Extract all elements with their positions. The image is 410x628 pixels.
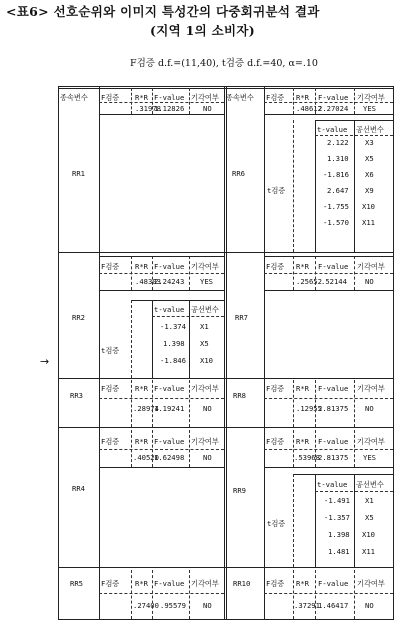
reject-header: 기각여부 <box>191 579 219 588</box>
cell-divider <box>152 300 153 378</box>
rr2-r2: .48303 <box>135 277 161 286</box>
f-test-header: F검증 <box>266 262 285 271</box>
cell-divider <box>189 380 190 427</box>
rr2-x-2: X5 <box>200 339 209 348</box>
rr7-r2: .25652 <box>296 277 322 286</box>
row-separator <box>58 427 394 428</box>
r2-header: R*R <box>296 579 309 588</box>
cell-divider <box>293 88 294 114</box>
rr2-t-3: -1.846 <box>160 356 186 365</box>
rr5-f-value: .95579 <box>160 601 186 610</box>
subtable-rule <box>264 256 393 257</box>
rr2-x-1: X1 <box>200 322 209 331</box>
rr1-r2: .31978 <box>135 104 161 113</box>
rr2-label: RR2 <box>72 313 85 322</box>
table-subtitle: (지역 1의 소비자) <box>150 23 255 38</box>
subtable-rule <box>99 290 224 291</box>
test-conditions: F검증 d.f.=(11,40), t검증 d.f.=40, α=.10 <box>130 58 318 69</box>
rr9-t-1: -1.491 <box>324 496 350 505</box>
rr6-t-3: -1.816 <box>323 170 349 179</box>
cell-divider <box>354 570 355 619</box>
rr4-label: RR4 <box>72 484 85 493</box>
rr6-label: RR6 <box>232 169 245 178</box>
rr10-reject: NO <box>365 601 374 610</box>
reject-header: 기각여부 <box>357 262 385 271</box>
cell-divider <box>293 120 294 252</box>
rr6-t-6: -1.570 <box>323 218 349 227</box>
r2-header: R*R <box>135 93 148 102</box>
rr10-label: RR10 <box>233 579 251 588</box>
rr5-reject: NO <box>203 601 212 610</box>
cell-divider <box>315 474 316 567</box>
rr8-r2: .12955 <box>296 404 322 413</box>
rr3-reject: NO <box>203 404 212 413</box>
subtable-rule <box>99 256 224 257</box>
rr7-reject: NO <box>365 277 374 286</box>
f-test-header: F검증 <box>101 262 120 271</box>
cell-divider <box>131 300 132 378</box>
rr7-f-value: .52144 <box>321 277 347 286</box>
rr8-label: RR8 <box>233 391 246 400</box>
r2-header: R*R <box>135 579 148 588</box>
f-test-header: F검증 <box>101 384 120 393</box>
header-rule <box>264 593 393 594</box>
rr9-x-3: X10 <box>362 530 375 539</box>
reject-header: 기각여부 <box>357 384 385 393</box>
subtable-rule <box>99 467 224 468</box>
rr1-label: RR1 <box>72 169 85 178</box>
rr9-t-test-label: t검증 <box>267 519 286 528</box>
cell-divider <box>354 474 355 567</box>
f-value-header: F-value <box>318 262 349 271</box>
rr3-label: RR3 <box>70 391 83 400</box>
rr10-r2: .37291 <box>294 601 320 610</box>
cell-divider <box>315 570 316 619</box>
rr5-label: RR5 <box>70 579 83 588</box>
explanatory-header: 공선변수 <box>356 480 384 489</box>
rr6-f-value: 2.27024 <box>318 104 349 113</box>
reject-header: 기각여부 <box>357 437 385 446</box>
rr8-f-value: 2.81375 <box>318 404 349 413</box>
f-value-header: F-value <box>154 437 185 446</box>
rr2-reject: YES <box>200 277 213 286</box>
table-center-divider <box>224 86 227 619</box>
f-value-header: F-value <box>154 262 185 271</box>
rr6-x-4: X9 <box>365 186 374 195</box>
subtable-rule <box>264 290 393 291</box>
header-rule <box>99 102 224 103</box>
rr3-r2: .28974 <box>133 404 159 413</box>
cell-divider <box>189 88 190 114</box>
cell-divider <box>131 380 132 427</box>
r2-header: R*R <box>296 262 309 271</box>
subtable-rule <box>293 474 393 475</box>
rr5-r2: .27400 <box>133 601 159 610</box>
rr6-t-4: 2.647 <box>327 186 349 195</box>
table-right-border <box>393 86 394 619</box>
rr6-t-2: 1.310 <box>327 154 349 163</box>
cell-divider <box>152 88 153 114</box>
cell-divider <box>354 88 355 114</box>
subtable-rule <box>315 120 393 121</box>
header-rule <box>99 449 224 450</box>
left-depvar-divider <box>99 86 100 619</box>
rr7-label: RR7 <box>235 313 248 322</box>
rr4-reject: NO <box>203 453 212 462</box>
row-separator <box>58 567 394 568</box>
f-value-header: F-value <box>318 93 349 102</box>
cell-divider <box>315 88 316 114</box>
r2-header: R*R <box>296 384 309 393</box>
header-rule <box>264 398 393 399</box>
rr4-f-value: 1.62498 <box>154 453 185 462</box>
header-rule <box>264 102 393 103</box>
cell-divider <box>354 380 355 427</box>
rr2-t-1: -1.374 <box>160 322 186 331</box>
header-rule <box>152 316 224 317</box>
cell-divider <box>131 570 132 619</box>
r2-header: R*R <box>135 437 148 446</box>
rr1-reject: NO <box>203 104 212 113</box>
subtable-rule <box>264 114 393 115</box>
f-test-header: F검증 <box>101 93 120 102</box>
reject-header: 기각여부 <box>357 93 385 102</box>
rr6-x-6: X11 <box>362 218 375 227</box>
rr2-t-2: 1.398 <box>163 339 185 348</box>
rr3-f-value: 1.19241 <box>154 404 185 413</box>
subtable-rule <box>99 252 224 253</box>
r2-header: R*R <box>135 262 148 271</box>
dep-var-header: 종속변수 <box>226 93 254 102</box>
rr2-x-3: X10 <box>200 356 213 365</box>
rr9-x-1: X1 <box>365 496 374 505</box>
t-value-header: t-value <box>317 125 348 134</box>
f-test-header: F검증 <box>266 384 285 393</box>
rr10-f-value: 1.46417 <box>318 601 349 610</box>
cell-divider <box>293 380 294 427</box>
rr9-r2: .53968 <box>294 453 320 462</box>
table-left-border <box>58 86 59 619</box>
r2-header: R*R <box>296 437 309 446</box>
rr4-r2: .40520 <box>133 453 159 462</box>
f-value-header: F-value <box>318 437 349 446</box>
rr6-t-test-label: t검증 <box>267 186 286 195</box>
cell-divider <box>354 120 355 252</box>
table-title: <표6> 선호순위와 이미지 특성간의 다중회귀분석 결과 <box>6 4 320 19</box>
header-rule <box>315 135 393 136</box>
subtable-rule <box>99 114 224 115</box>
f-value-header: F-value <box>154 579 185 588</box>
rr6-x-5: X10 <box>362 202 375 211</box>
rr9-reject: YES <box>363 453 376 462</box>
rr1-f-value: 1.12826 <box>154 104 185 113</box>
reject-header: 기각여부 <box>191 262 219 271</box>
header-rule <box>99 273 224 274</box>
cell-divider <box>131 88 132 114</box>
cell-divider <box>189 570 190 619</box>
f-test-header: F검증 <box>101 579 120 588</box>
r2-header: R*R <box>135 384 148 393</box>
cell-divider <box>293 474 294 567</box>
rr9-t-4: 1.481 <box>328 547 350 556</box>
explanatory-header: 공선변수 <box>356 125 384 134</box>
t-value-header: t-value <box>154 305 185 314</box>
header-rule <box>99 593 224 594</box>
rr9-f-value: 2.81375 <box>318 453 349 462</box>
rr9-label: RR9 <box>233 486 246 495</box>
dep-var-header: 종속변수 <box>60 93 88 102</box>
rr6-x-3: X6 <box>365 170 374 179</box>
rr9-x-2: X5 <box>365 513 374 522</box>
cell-divider <box>189 300 190 378</box>
reject-header: 기각여부 <box>357 579 385 588</box>
f-test-header: F검증 <box>266 93 285 102</box>
subtable-rule <box>131 300 224 301</box>
cell-divider <box>152 570 153 619</box>
cell-divider <box>293 570 294 619</box>
rr2-t-test-label: t검증 <box>101 346 120 355</box>
r2-header: R*R <box>296 93 309 102</box>
f-test-header: F검증 <box>101 437 120 446</box>
f-test-header: F검증 <box>266 579 285 588</box>
header-rule <box>264 449 393 450</box>
subtable-rule <box>264 467 393 468</box>
rr8-reject: NO <box>365 404 374 413</box>
table-bottom-rule <box>58 619 394 620</box>
rr6-x-2: X5 <box>365 154 374 163</box>
f-test-header: F검증 <box>266 437 285 446</box>
row-separator <box>58 378 394 379</box>
header-rule <box>264 273 393 274</box>
margin-arrow-icon: → <box>40 355 50 368</box>
right-depvar-divider <box>264 86 265 619</box>
cell-divider <box>315 120 316 252</box>
reject-header: 기각여부 <box>191 93 219 102</box>
f-value-header: F-value <box>318 579 349 588</box>
header-rule <box>315 491 393 492</box>
rr6-x-1: X3 <box>365 138 374 147</box>
f-value-header: F-value <box>318 384 349 393</box>
rr9-t-2: -1.357 <box>324 513 350 522</box>
rr6-t-5: -1.755 <box>323 202 349 211</box>
t-value-header: t-value <box>317 480 348 489</box>
f-value-header: F-value <box>154 93 185 102</box>
rr6-r2: .48612 <box>296 104 322 113</box>
f-value-header: F-value <box>154 384 185 393</box>
reject-header: 기각여부 <box>191 384 219 393</box>
explanatory-header: 공선변수 <box>191 305 219 314</box>
rr6-t-1: 2.122 <box>327 138 349 147</box>
rr9-x-4: X11 <box>362 547 375 556</box>
rr6-reject: YES <box>363 104 376 113</box>
rr2-f-value: 2.24243 <box>154 277 185 286</box>
header-rule <box>99 398 224 399</box>
reject-header: 기각여부 <box>191 437 219 446</box>
cell-divider <box>315 380 316 427</box>
rr9-t-3: 1.398 <box>328 530 350 539</box>
cell-divider <box>152 380 153 427</box>
